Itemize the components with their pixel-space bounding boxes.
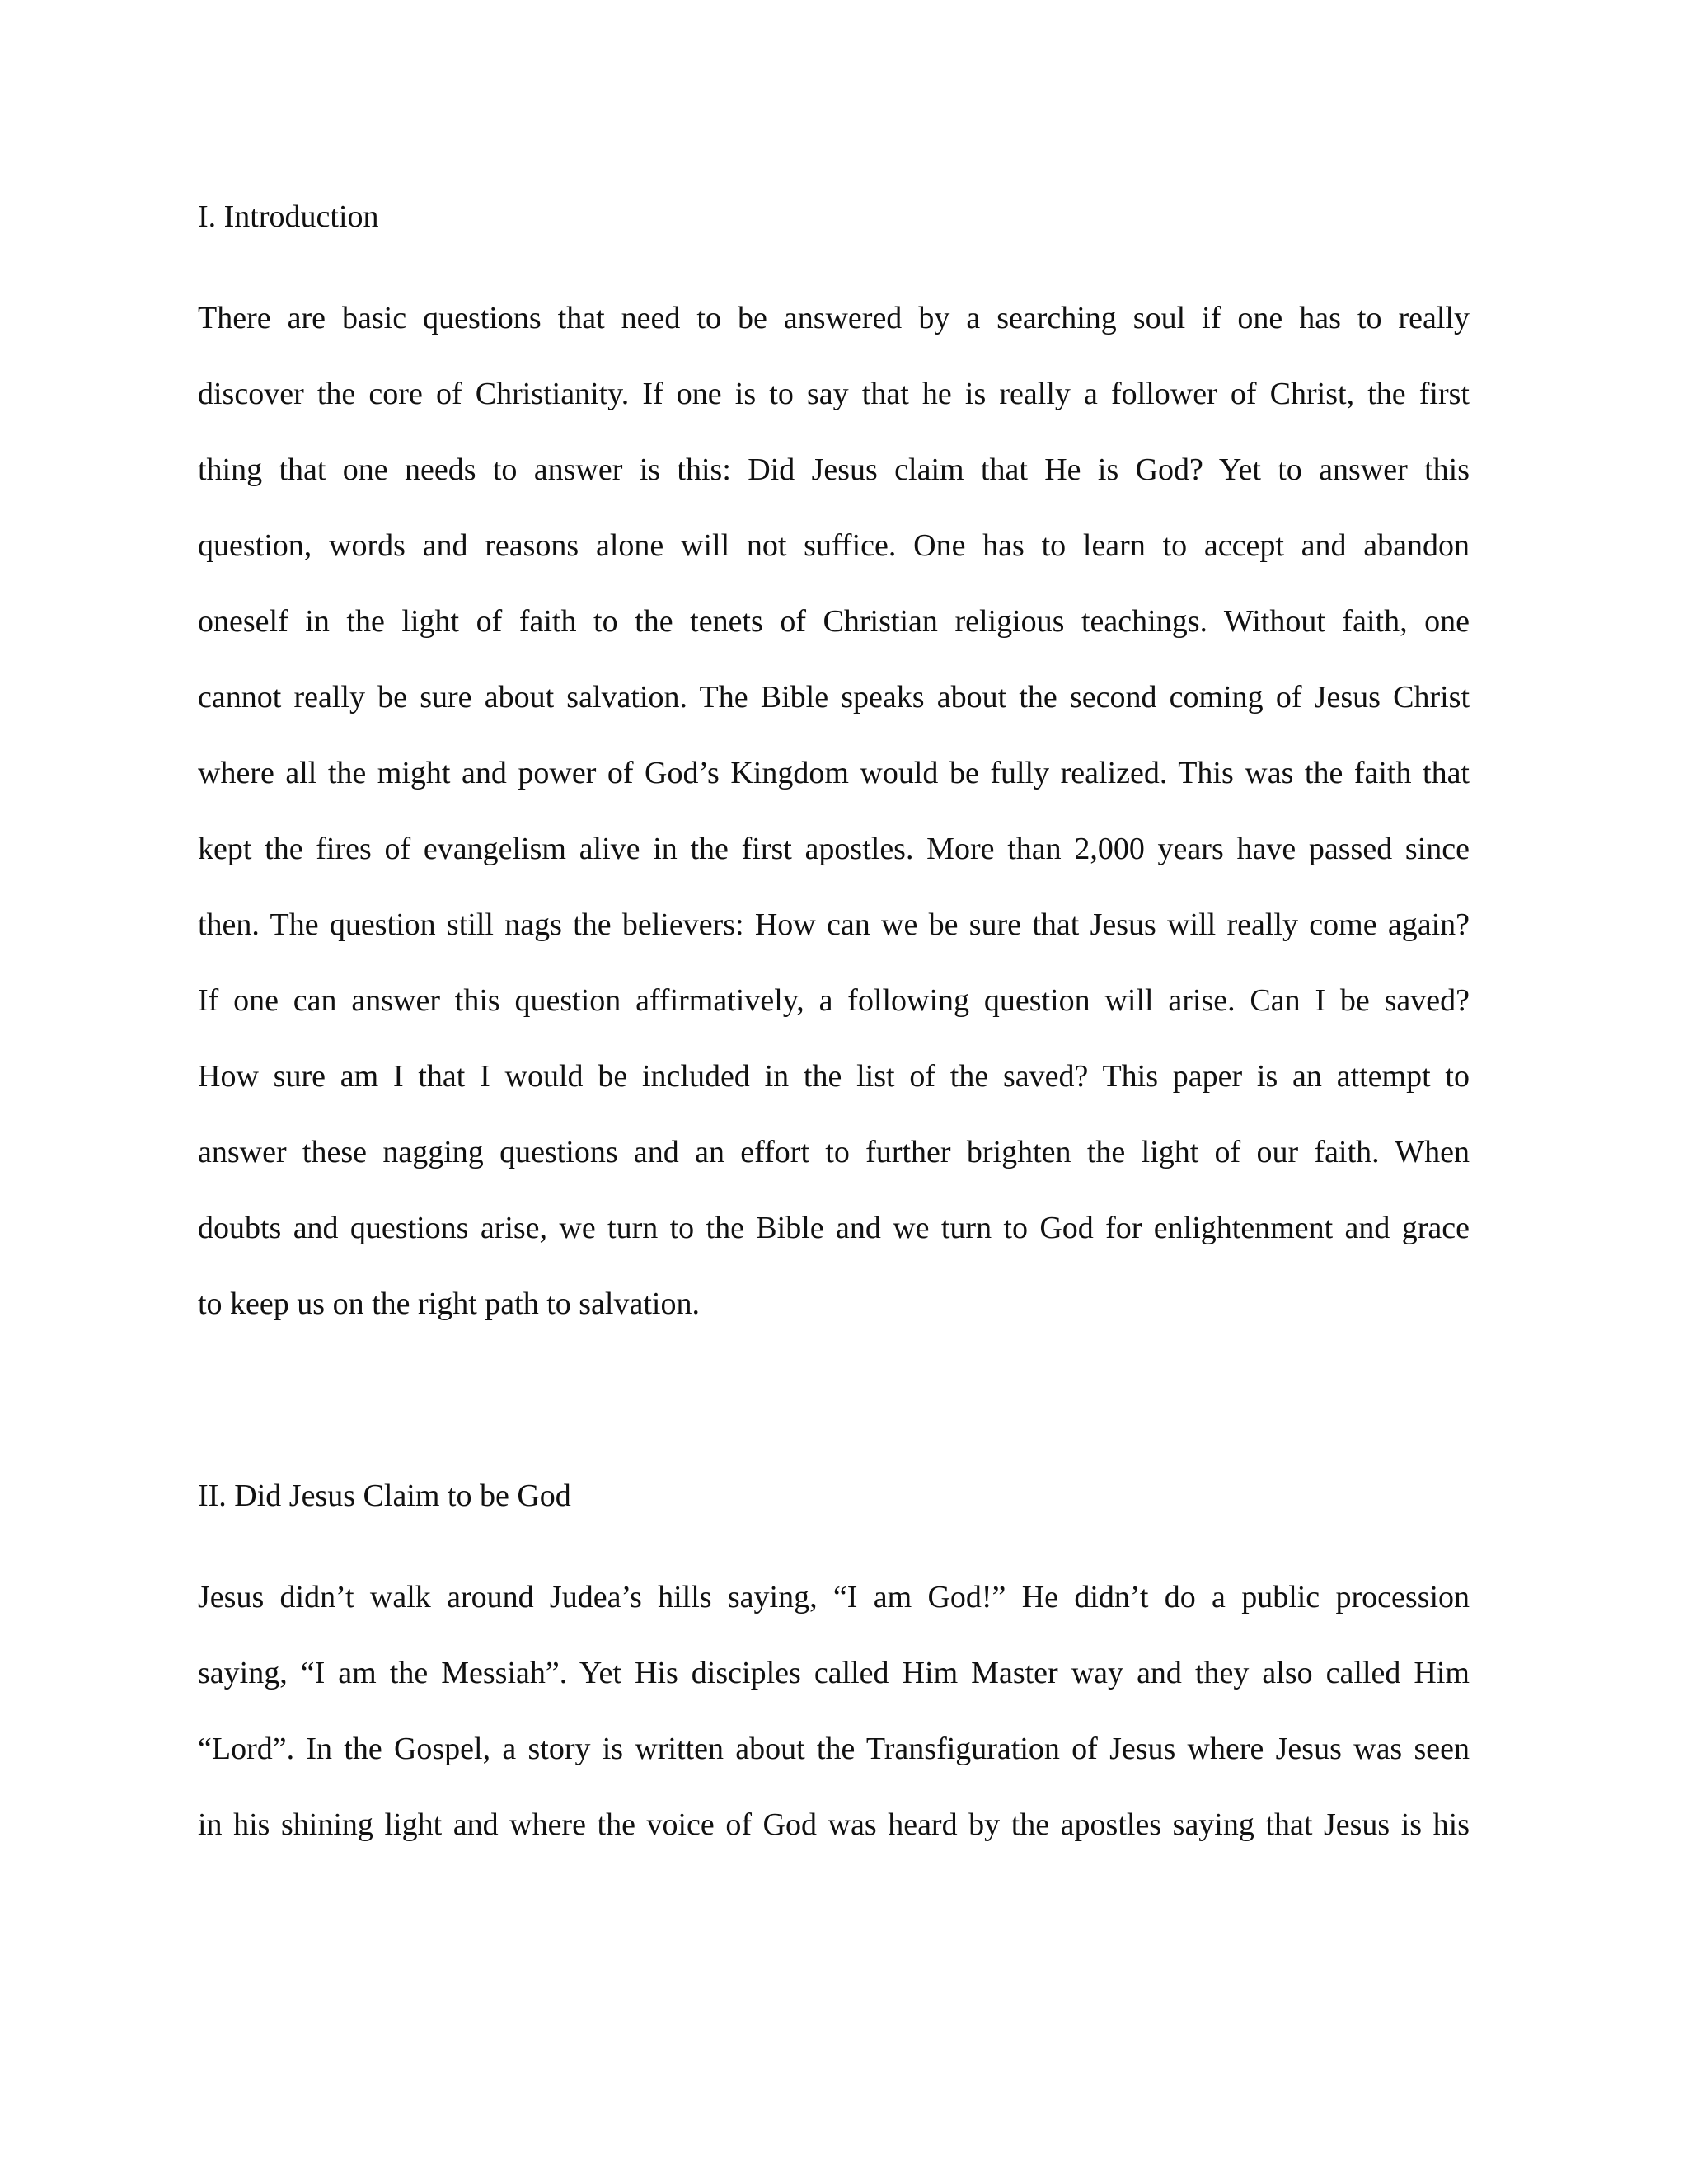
paragraph-line: then. The question still nags the believers: How can we be sure that Jesus will really come again? <box>198 907 1470 942</box>
paragraph-line: answer these nagging questions and an effort to further brighten the light of our faith. When <box>198 1135 1470 1169</box>
section-heading-introduction: I. Introduction <box>198 199 379 234</box>
paragraph-line: thing that one needs to answer is this: Did Jesus claim that He is God? Yet to answer this <box>198 452 1470 487</box>
paragraph-line: doubts and questions arise, we turn to the Bible and we turn to God for enlightenment and grace <box>198 1211 1470 1245</box>
paragraph-line: kept the fires of evangelism alive in the first apostles. More than 2,000 years have passed since <box>198 832 1470 866</box>
paragraph-line: discover the core of Christianity. If one is to say that he is really a follower of Christ, the first <box>198 377 1470 411</box>
paragraph-line: to keep us on the right path to salvation. <box>198 1286 700 1321</box>
section-heading-did-jesus-claim: II. Did Jesus Claim to be God <box>198 1479 571 1513</box>
section-two-paragraph <box>198 1559 1470 1863</box>
paragraph-line: saying, “I am the Messiah”. Yet His disciples called Him Master way and they also called Him <box>198 1656 1470 1690</box>
paragraph-line: where all the might and power of God’s Kingdom would be fully realized. This was the faith that <box>198 756 1470 790</box>
paragraph-line: “Lord”. In the Gospel, a story is written about the Transfiguration of Jesus where Jesus was seen <box>198 1732 1470 1766</box>
paragraph-line: How sure am I that I would be included in the list of the saved? This paper is an attempt to <box>198 1059 1470 1094</box>
introduction-paragraph <box>198 280 1470 1342</box>
paragraph-line: oneself in the light of faith to the tenets of Christian religious teachings. Without faith, one <box>198 604 1470 639</box>
paragraph-line: If one can answer this question affirmatively, a following question will arise. Can I be saved? <box>198 983 1470 1018</box>
paragraph-line: There are basic questions that need to be answered by a searching soul if one has to really <box>198 301 1470 335</box>
paragraph-line: question, words and reasons alone will not suffice. One has to learn to accept and abandon <box>198 528 1470 563</box>
paragraph-line: cannot really be sure about salvation. The Bible speaks about the second coming of Jesus Christ <box>198 680 1470 715</box>
paragraph-line: in his shining light and where the voice of God was heard by the apostles saying that Jesus is his <box>198 1807 1470 1842</box>
paragraph-line: Jesus didn’t walk around Judea’s hills saying, “I am God!” He didn’t do a public procession <box>198 1580 1470 1615</box>
